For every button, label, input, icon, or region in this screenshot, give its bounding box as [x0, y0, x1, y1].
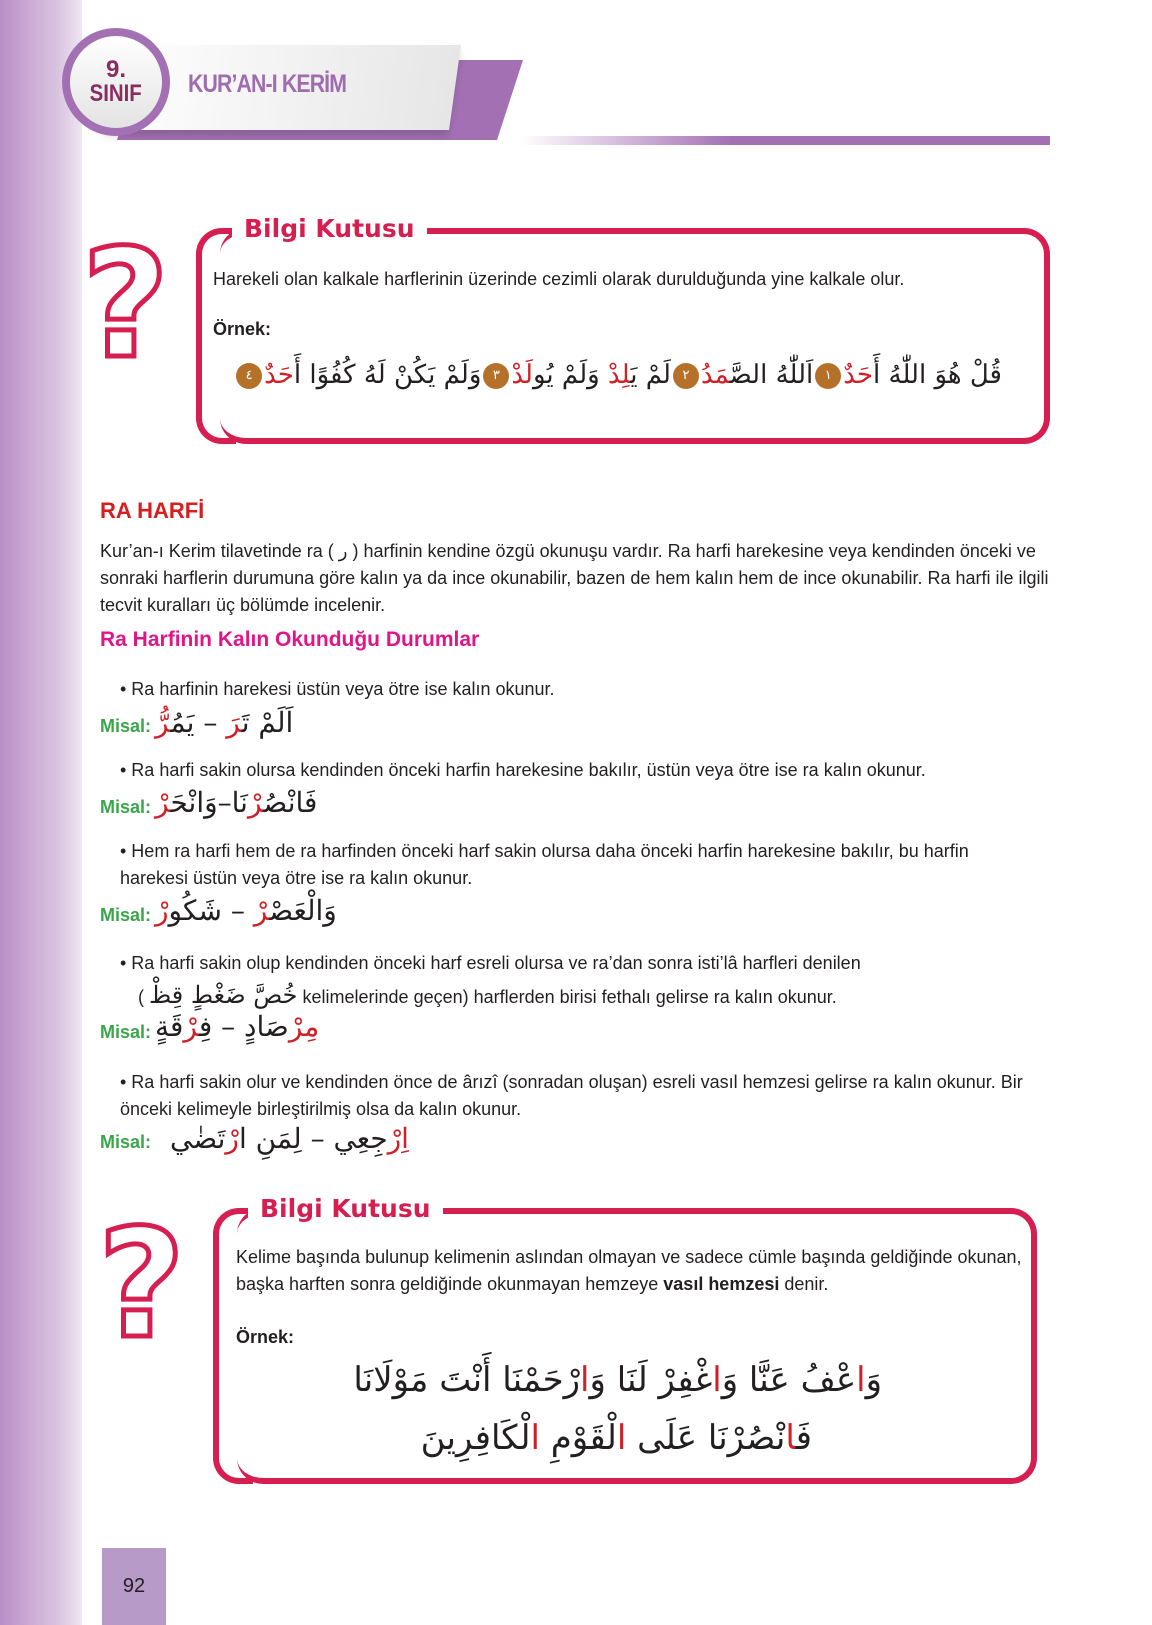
highlighted-letter: رْ: [183, 1010, 199, 1043]
dua-line-2: [421, 1418, 812, 1458]
highlighted-letter: مَدُ: [700, 360, 730, 390]
left-sidebar-band: [0, 0, 82, 1625]
highlighted-letter: رْ: [155, 786, 171, 819]
highlighted-letter: اِ: [401, 1122, 409, 1155]
rule-2: • Ra harfi sakin olursa kendinden önceki harfin harekesine bakılır, üstün veya ötre ise ra kalın okunur.: [120, 760, 926, 780]
arabic-text: فَانْصُ: [263, 786, 318, 819]
rule-3-example: [155, 894, 337, 927]
vasil-hemzesi-term: vasıl hemzesi: [663, 1274, 780, 1294]
arabic-text: – يَمُ: [170, 706, 227, 739]
arabic-text: جِعِي – لِمَنِ ا: [238, 1122, 388, 1155]
arabic-text: غْفِرْ لَنَا وَ: [589, 1360, 713, 1400]
arabic-text: وَلَمْ يُو: [532, 360, 608, 390]
arabic-text: قُلْ هُوَ اللّٰهُ أَ: [873, 360, 1002, 390]
highlighted-letter: رْ: [253, 894, 270, 927]
istila-letters: خُصَّ ضَغْطٍ قِظْ: [149, 981, 298, 1009]
section-subtitle: Ra Harfinin Kalın Okunduğu Durumlar: [100, 628, 480, 651]
arabic-text: وَ: [865, 1360, 882, 1400]
arabic-text: نْصُرْنَا عَلَى: [626, 1418, 786, 1458]
arabic-text: وَلَمْ يَكُنْ لَهُ كُفُوًا أَ: [293, 360, 482, 390]
highlighted-letter: ا: [616, 1418, 627, 1458]
rule-1-example: [155, 706, 293, 739]
rule-4: • Ra harfi sakin olup kendinden önceki harf esreli olursa ve ra’dan sonra isti’lâ harfleri denilen: [120, 953, 861, 973]
highlighted-letter: رْ: [387, 1122, 402, 1155]
section-title: RA HARFİ: [100, 498, 205, 523]
question-mark-icon: ?: [98, 1198, 186, 1372]
highlighted-letter: رُّ: [155, 706, 171, 739]
rule-5-example: [170, 1122, 409, 1155]
highlighted-letter: ا: [580, 1360, 590, 1400]
arabic-text: رْحَمْنَا أَنْتَ مَوْلَانَا: [353, 1360, 581, 1400]
arabic-text: فَ: [795, 1418, 812, 1458]
highlighted-letter: رْ: [225, 1122, 239, 1155]
highlighted-letter: حَدٌ: [264, 360, 294, 390]
highlighted-letter: لِدْ: [607, 360, 631, 390]
verse-number-icon: ٤: [236, 363, 262, 389]
arabic-text: لْكَافِرِينَ: [420, 1418, 531, 1458]
verse-number-icon: ١: [815, 363, 841, 389]
arabic-text: اَلَمْ تَ: [241, 706, 294, 739]
subject-title: KUR’AN-I KERİM: [188, 70, 347, 98]
highlighted-letter: حَدٌ: [843, 360, 874, 390]
verse-number-icon: ٢: [673, 363, 699, 389]
arabic-text: عْفُ عَنَّا وَ: [721, 1360, 857, 1400]
section-intro: Kur’an-ı Kerim tilavetinde ra ( ر ) harfinin kendine özgü okunuşu vardır. Ra harfi harekesine veya kendinden önceki ve sonraki harflerin durumuna göre kalın ya da ince okunabilir, bazen de hem kalın hem de ince okunabilir. Ra harfi ile ilgili tecvit kuralları üç bölümde incelenir.: [100, 541, 1049, 615]
info-box-1-example-label: Örnek:: [213, 319, 272, 339]
rule-4-line2: ( خُصَّ ضَغْطٍ قِظْ kelimelerinde geçen) harflerden birisi fethalı gelirse ra kalın okunur.: [138, 981, 837, 1009]
highlighted-letter: رَ: [226, 706, 242, 739]
misal-label: Misal:: [100, 905, 152, 925]
arabic-text: – شَكُو: [168, 894, 254, 927]
grade-badge: [62, 28, 170, 136]
highlighted-letter: لَدْ: [511, 360, 533, 390]
ikhlas-verses: [234, 360, 1002, 390]
rule-1: • Ra harfinin harekesi üstün veya ötre ise kalın okunur.: [120, 679, 555, 699]
info-box-1-title: Bilgi Kutusu: [232, 214, 427, 243]
rule-2-example: [155, 786, 317, 819]
info-box-2-title: Bilgi Kutusu: [248, 1194, 443, 1223]
grade-number: 9.: [105, 56, 126, 83]
grade-label: SINIF: [89, 80, 143, 107]
header-rule: [520, 136, 1050, 145]
text: Kelime başında bulunup kelimenin aslından olmayan ve sadece cümle başında geldiğinde okunan, başka harften sonra geldiğinde okunmayan hemzeye: [236, 1247, 1022, 1294]
misal-label: Misal:: [100, 716, 152, 736]
arabic-text: قَةٍ: [155, 1010, 184, 1043]
highlighted-letter: مِ: [304, 1010, 320, 1043]
misal-label: Misal:: [100, 1132, 152, 1152]
arabic-text: لَمْ يَ: [630, 360, 671, 390]
arabic-text: تَضٰي: [170, 1122, 226, 1155]
highlighted-letter: ا: [712, 1360, 722, 1400]
info-box-2-example-label: Örnek:: [236, 1327, 295, 1347]
rule-3: • Hem ra harfi hem de ra harfinden önceki harf sakin olursa daha önceki harfin harekesine bakılır, bu harfin harekesi üstün veya ötre ise ra kalın okunur.: [120, 841, 969, 888]
rule-5: • Ra harfi sakin olur ve kendinden önce de ârızî (sonradan oluşan) esreli vasıl hemzesi gelirse ra kalın okunur. Bir önceki kelimeyle birleştirilmiş olsa da kalın okunur.: [120, 1072, 1023, 1119]
arabic-text: صَادٍ – فِ: [198, 1010, 289, 1043]
misal-label: Misal:: [100, 797, 152, 817]
highlighted-letter: رْ: [288, 1010, 305, 1043]
rule-4-example: [155, 1010, 319, 1043]
arabic-text: لْقَوْمِ: [539, 1418, 617, 1458]
misal-label: Misal:: [100, 1022, 152, 1042]
page-number: 92: [102, 1548, 166, 1625]
question-mark-icon: ?: [82, 218, 170, 392]
highlighted-letter: ا: [856, 1360, 866, 1400]
info-box-1: [220, 228, 1050, 444]
rule-4-text2: kelimelerinde geçen) harflerden birisi fethalı gelirse ra kalın okunur.: [302, 987, 837, 1007]
arabic-text: اَللّٰهُ الصَّ: [729, 360, 814, 390]
verse-number-icon: ٣: [483, 363, 509, 389]
highlighted-letter: رْ: [155, 894, 169, 927]
highlighted-letter: رْ: [247, 786, 264, 819]
info-box-2-text: [236, 1244, 1026, 1298]
text: denir.: [779, 1274, 829, 1294]
highlighted-letter: ا: [530, 1418, 540, 1458]
highlighted-letter: ا: [785, 1418, 796, 1458]
info-box-1-text: Harekeli olan kalkale harflerinin üzerinde cezimli olarak durulduğunda yine kalkale olur.: [213, 269, 905, 289]
arabic-text: نَا–وَانْحَ: [170, 786, 248, 819]
dua-line-1: [353, 1360, 882, 1400]
arabic-text: وَالْعَصْ: [269, 894, 337, 927]
